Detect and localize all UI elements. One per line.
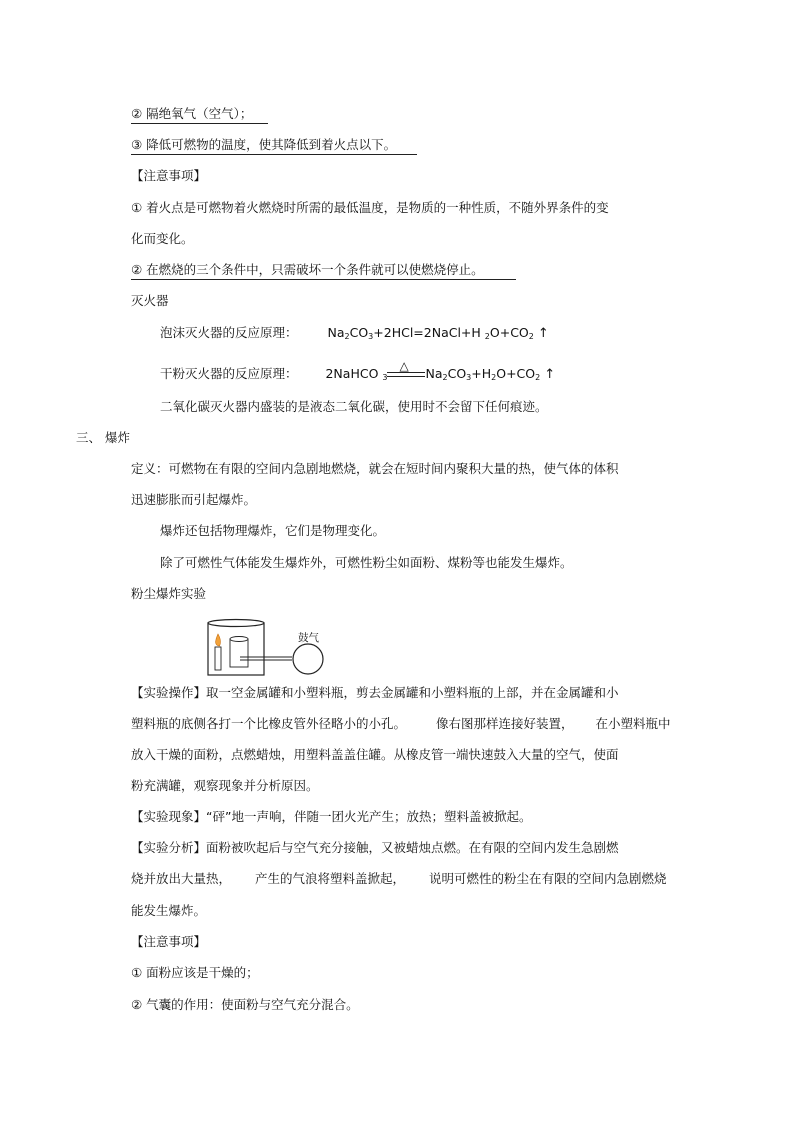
- analysis-line-3: 能发生爆炸。: [131, 903, 207, 918]
- co2-extinguisher-line: 二氧化碳灭火器内盛装的是液态二氧化碳，使用时不会留下任何痕迹。: [160, 399, 548, 414]
- candle: [215, 647, 221, 670]
- powder-label: 干粉灭火器的反应原理：: [160, 366, 298, 381]
- item-isolate-oxygen: ② 隔绝氧气（空气）；: [131, 106, 253, 121]
- notes-heading: 【注意事项】: [131, 168, 207, 183]
- analysis-line-2b: 产生的气浪将塑料盖掀起，: [255, 871, 406, 886]
- bottle-rim: [230, 637, 248, 642]
- air-bulb: [293, 644, 323, 674]
- definition-line-2: 迅速膨胀而引起爆炸。: [131, 492, 257, 507]
- item-lower-temperature: ③ 降低可燃物的温度，使其降低到着火点以下。: [131, 137, 397, 152]
- operation-line-4: 粉充满罐，观察现象并分析原因。: [131, 778, 319, 793]
- note-ignition-point-cont: 化而变化。: [131, 231, 194, 246]
- dust-explosion-line: 除了可燃性气体能发生爆炸外，可燃性粉尘如面粉、煤粉等也能发生爆炸。: [160, 555, 573, 570]
- analysis-line-2: [131, 871, 667, 887]
- flame-icon: [216, 634, 221, 646]
- note-air-bag: ② 气囊的作用：使面粉与空气充分混合。: [131, 997, 359, 1012]
- bellows-label: 鼓气: [298, 632, 319, 644]
- underline: [131, 154, 417, 155]
- physical-explosion-line: 爆炸还包括物理爆炸，它们是物理变化。: [160, 523, 386, 538]
- note-three-conditions: ② 在燃烧的三个条件中，只需破坏一个条件就可以使燃烧停止。: [131, 262, 484, 277]
- operation-line-2a: 塑料瓶的底侧各打一个比橡皮管外径略小的小孔。: [131, 716, 407, 731]
- note-ignition-point: ① 着火点是可燃物着火燃烧时所需的最低温度，是物质的一种性质，不随外界条件的变: [131, 200, 609, 215]
- note-dry-flour: ① 面粉应该是干燥的；: [131, 965, 259, 980]
- phenomenon-line: 【实验现象】“砰”地一声响，伴随一团火光产生；放热；塑料盖被掀起。: [131, 809, 532, 824]
- underline: [131, 123, 268, 124]
- can-lid: [208, 620, 264, 627]
- notes-heading-2: 【注意事项】: [131, 934, 207, 949]
- section-explosion-heading: 三、 爆炸: [76, 430, 130, 445]
- operation-line-2c: 在小塑料瓶中: [595, 716, 671, 731]
- heat-symbol: △: [399, 358, 409, 373]
- dust-explosion-apparatus: [200, 615, 335, 677]
- analysis-line-2a: 烧并放出大量热，: [131, 871, 232, 886]
- extinguisher-heading: 灭火器: [131, 293, 169, 308]
- equals-double-line: [387, 372, 425, 377]
- definition-line-1: 定义：可燃物在有限的空间内急剧地燃烧，就会在短时间内聚积大量的热，使气体的体积: [131, 461, 619, 476]
- operation-line-2: [131, 716, 671, 732]
- analysis-line-1: 【实验分析】面粉被吹起后与空气充分接触，又被蜡烛点燃。在有限的空间内发生急剧燃: [131, 840, 619, 855]
- underline: [131, 279, 516, 280]
- dust-experiment-heading: 粉尘爆炸实验: [131, 586, 207, 601]
- analysis-line-2c: 说明可燃性的粉尘在有限的空间内急剧燃烧: [429, 871, 667, 886]
- foam-extinguisher-line: [160, 325, 549, 345]
- operation-line-2b: 像右图那样连接好装置，: [436, 716, 574, 731]
- operation-line-3: 放入干燥的面粉，点燃蜡烛，用塑料盖盖住罐。从橡皮管一端快速鼓入大量的空气，使面: [131, 747, 619, 762]
- operation-line-1: 【实验操作】取一空金属罐和小塑料瓶，剪去金属罐和小塑料瓶的上部，并在金属罐和小: [131, 685, 619, 700]
- powder-extinguisher-line: [160, 358, 556, 386]
- foam-equation: $Na_2CO_3+2HCl=2NaCl+H$ $_2O+CO_2$ ↑: [327, 325, 549, 341]
- plastic-bottle: [230, 639, 248, 667]
- powder-equation: 2NaHCO $_3$ △ $Na_2CO_3+H_2O+CO_2$ ↑: [325, 358, 556, 382]
- foam-label: 泡沫灭火器的反应原理：: [160, 325, 298, 340]
